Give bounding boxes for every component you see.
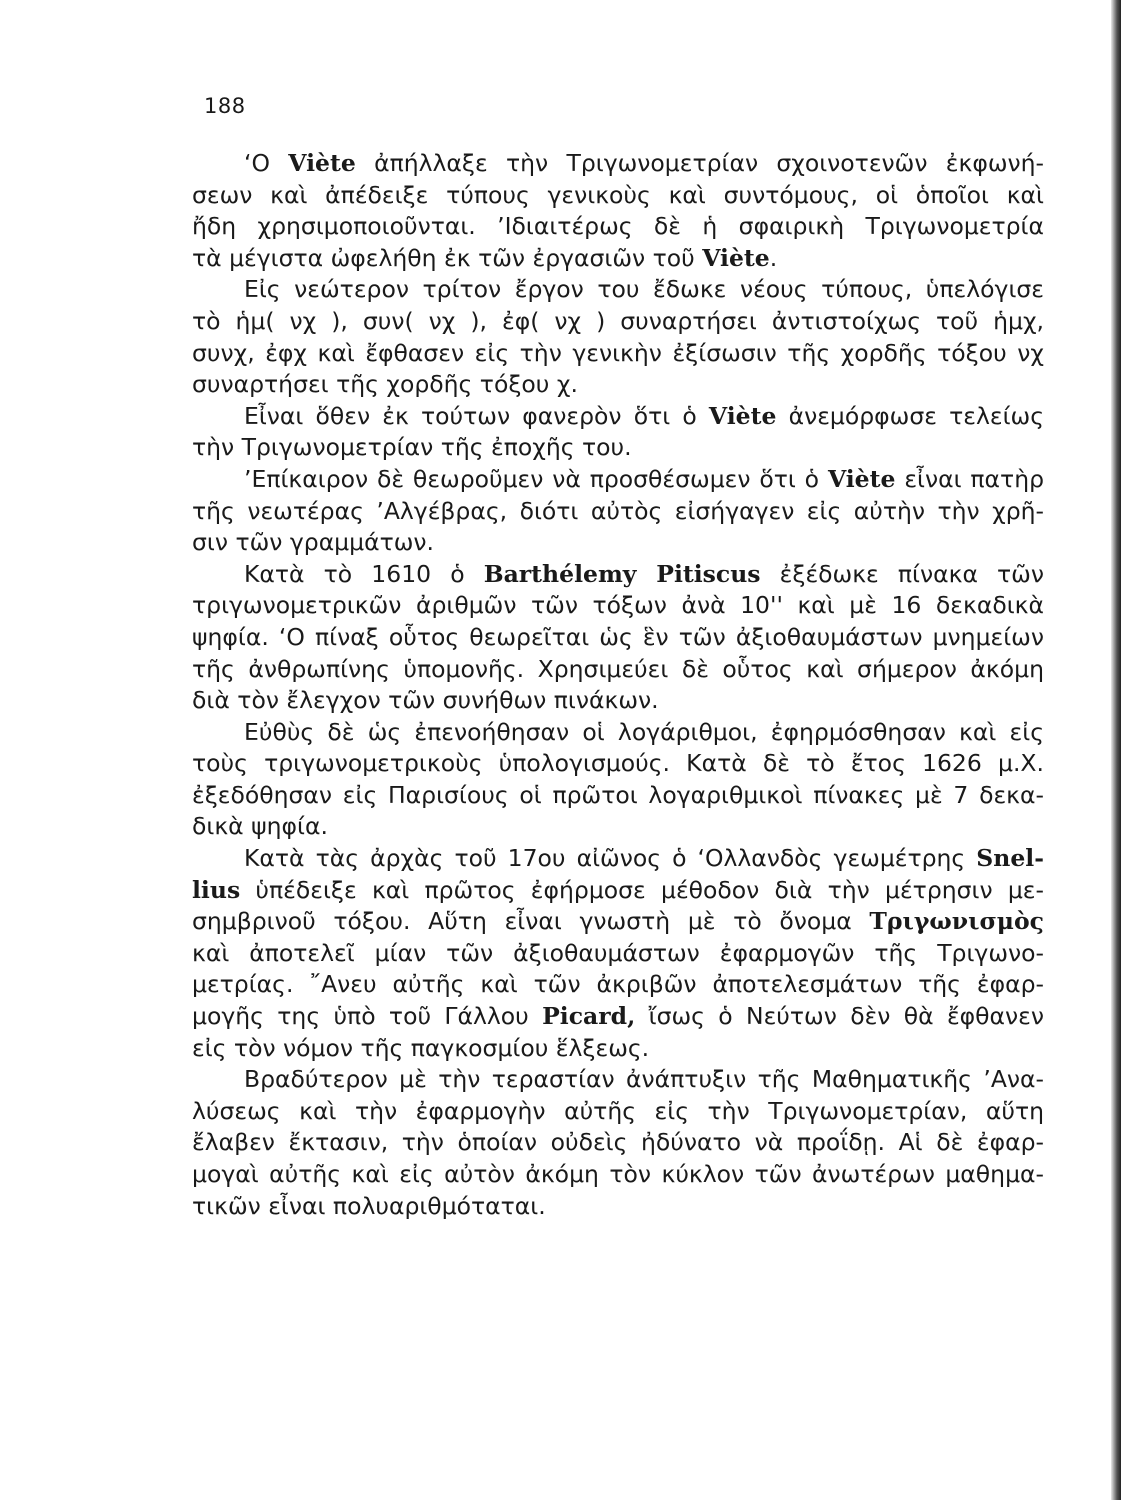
text-line: [192, 717, 1044, 749]
paragraph: [192, 148, 1044, 274]
text-segment: τριγωνομετρικῶν ἀριθμῶν τῶν τόξων ἀνὰ 10'' καὶ μὲ 16 δεκαδικὰ: [192, 591, 1044, 620]
text-segment: σημβρινοῦ τόξου. Αὕτη εἶναι γνωστὴ μὲ τὸ ὄνομα: [192, 907, 870, 936]
text-line: [192, 843, 1044, 875]
text-line: [192, 148, 1044, 180]
text-line: [192, 401, 1044, 433]
text-line: [192, 1064, 1044, 1096]
text-segment: ‘Ο: [244, 149, 289, 177]
text-line: [192, 875, 1044, 907]
text-segment: μετρίας. ῎Ανευ αὐτῆς καὶ τῶν ἀκριβῶν ἀποτελεσμάτων τῆς ἐφαρ-: [192, 970, 1044, 999]
text-segment: Εἶναι ὅθεν ἐκ τούτων φανερὸν ὅτι ὁ: [244, 401, 709, 430]
text-segment: τοὺς τριγωνομετρικοὺς ὑπολογισμούς. Κατὰ δὲ τὸ ἔτος 1626 μ.Χ.: [192, 749, 1044, 778]
text-line: [192, 496, 1044, 528]
text-line: [192, 559, 1044, 591]
text-segment: .: [769, 243, 778, 272]
text-line: [192, 1191, 1044, 1223]
text-line: [192, 211, 1044, 243]
bold-term: Viète: [827, 464, 896, 493]
text-segment: Εἰς νεώτερον τρίτον ἔργον του ἔδωκε νέους τύπους, ὑπελόγισε: [244, 275, 1044, 304]
text-segment: δικὰ ψηφία.: [192, 812, 328, 841]
bold-term: Viète: [702, 243, 770, 272]
text-segment: συνχ, ἐφχ καὶ ἔφθασεν εἰς τὴν γενικὴν ἐξίσωσιν τῆς χορδῆς τόξου νχ: [192, 338, 1044, 367]
text-line: [192, 243, 1044, 275]
text-segment: ἤδη χρησιμοποιοῦνται. ’Ιδιαιτέρως δὲ ἡ σφαιρικὴ Τριγωνομετρία: [192, 212, 1044, 241]
bold-term: Viète: [708, 401, 777, 430]
text-segment: τῆς ἀνθρωπίνης ὑπομονῆς. Χρησιμεύει δὲ οὗτος καὶ σήμερον ἀκόμη: [192, 654, 1044, 683]
text-segment: ’Επίκαιρον δὲ θεωροῦμεν νὰ προσθέσωμεν ὅτι ὁ: [244, 464, 828, 493]
text-line: [192, 748, 1044, 780]
text-line: [192, 1127, 1044, 1159]
text-segment: ἴσως ὁ Νεύτων δὲν θὰ ἔφθανεν: [635, 1002, 1044, 1031]
page-edge-shadow: [1111, 0, 1121, 1500]
text-line: [192, 1033, 1044, 1065]
bold-term: lius: [192, 875, 241, 904]
paragraph: [192, 401, 1044, 464]
text-line: [192, 432, 1044, 464]
text-line: [192, 969, 1044, 1001]
text-segment: ἀπήλλαξε τὴν Τριγωνομετρίαν σχοινοτενῶν ἐκφωνή-: [355, 149, 1044, 177]
text-segment: Βραδύτερον μὲ τὴν τεραστίαν ἀνάπτυξιν τῆς Μαθηματικῆς ’Ανα-: [244, 1065, 1044, 1094]
text-segment: σεων καὶ ἀπέδειξε τύπους γενικοὺς καὶ συντόμους, οἱ ὁποῖοι καὶ: [192, 180, 1044, 209]
bold-term: Picard,: [542, 1002, 636, 1031]
text-segment: σιν τῶν γραμμάτων.: [192, 528, 434, 557]
text-segment: ψηφία. ‘Ο πίναξ οὗτος θεωρεῖται ὡς ἓν τῶν ἀξιοθαυμάστων μνημείων: [192, 622, 1044, 651]
text-segment: ὑπέδειξε καὶ πρῶτος ἐφήρμοσε μέθοδον διὰ τὴν μέτρησιν με-: [240, 875, 1044, 904]
text-segment: μογαὶ αὐτῆς καὶ εἰς αὐτὸν ἀκόμη τὸν κύκλον τῶν ἀνωτέρων μαθημα-: [192, 1160, 1044, 1188]
text-segment: εἶναι πατὴρ: [895, 464, 1044, 493]
text-segment: εἰς τὸν νόμον τῆς παγκοσμίου ἕλξεως.: [192, 1033, 650, 1062]
text-segment: ἔλαβεν ἔκτασιν, τὴν ὁποίαν οὐδεὶς ἠδύνατο νὰ προΐδῃ. Αἱ δὲ ἐφαρ-: [192, 1128, 1044, 1157]
bold-term: Snel-: [976, 844, 1044, 873]
bold-term: Barthélemy Pitiscus: [483, 559, 761, 588]
text-line: [192, 590, 1044, 622]
text-line: [192, 685, 1044, 717]
text-segment: Κατὰ τὰς ἀρχὰς τοῦ 17ου αἰῶνος ὁ ‘Ολλανδὸς γεωμέτρης: [244, 844, 977, 873]
text-line: [192, 906, 1044, 938]
paragraph: [192, 274, 1044, 400]
text-segment: Κατὰ τὸ 1610 ὁ: [244, 559, 484, 588]
text-line: [192, 811, 1044, 843]
text-segment: Εὐθὺς δὲ ὡς ἐπενοήθησαν οἱ λογάριθμοι, ἐφηρμόσθησαν καὶ εἰς: [244, 717, 1044, 746]
paragraph: [192, 843, 1044, 1064]
text-segment: ἐξέδωκε πίνακα τῶν: [760, 559, 1044, 588]
text-line: [192, 180, 1044, 212]
text-line: [192, 464, 1044, 496]
text-line: [192, 274, 1044, 306]
paragraph: [192, 1064, 1044, 1222]
text-line: [192, 938, 1044, 970]
bold-term: Τριγωνισμὸς: [869, 907, 1044, 936]
text-line: [192, 654, 1044, 686]
text-segment: τὰ μέγιστα ὠφελήθη ἐκ τῶν ἐργασιῶν τοῦ: [192, 243, 703, 272]
text-line: [192, 1096, 1044, 1128]
paragraph: [192, 464, 1044, 559]
bold-term: Viète: [288, 149, 356, 177]
text-segment: καὶ ἀποτελεῖ μίαν τῶν ἀξιοθαυμάστων ἐφαρμογῶν τῆς Τριγωνο-: [192, 938, 1044, 967]
text-line: [192, 338, 1044, 370]
text-segment: ἐξεδόθησαν εἰς Παρισίους οἱ πρῶτοι λογαριθμικοὶ πίνακες μὲ 7 δεκα-: [192, 780, 1044, 809]
text-segment: τὴν Τριγωνομετρίαν τῆς ἐποχῆς του.: [192, 433, 632, 462]
body-text: [192, 148, 1044, 1222]
text-line: [192, 306, 1044, 338]
text-segment: τῆς νεωτέρας ’Αλγέβρας, διότι αὐτὸς εἰσήγαγεν εἰς αὐτὴν τὴν χρῆ-: [192, 496, 1044, 525]
text-segment: διὰ τὸν ἔλεγχον τῶν συνήθων πινάκων.: [192, 686, 659, 715]
text-line: [192, 622, 1044, 654]
text-line: [192, 1159, 1044, 1191]
paragraph: [192, 559, 1044, 717]
text-line: [192, 369, 1044, 401]
text-segment: μογῆς της ὑπὸ τοῦ Γάλλου: [192, 1002, 543, 1031]
text-segment: λύσεως καὶ τὴν ἐφαρμογὴν αὐτῆς εἰς τὴν Τριγωνομετρίαν, αὕτη: [192, 1096, 1044, 1125]
text-segment: ἀνεμόρφωσε τελείως: [776, 401, 1044, 430]
text-line: [192, 527, 1044, 559]
text-line: [192, 1001, 1044, 1033]
text-segment: τικῶν εἶναι πολυαριθμόταται.: [192, 1191, 546, 1220]
page-number: 188: [204, 94, 246, 118]
text-segment: συναρτήσει τῆς χορδῆς τόξου χ.: [192, 370, 578, 399]
text-segment: τὸ ἡμ( νχ ), συν( νχ ), ἐφ( νχ ) συναρτήσει ἀντιστοίχως τοῦ ἡμχ,: [192, 306, 1044, 335]
text-line: [192, 780, 1044, 812]
paragraph: [192, 717, 1044, 843]
